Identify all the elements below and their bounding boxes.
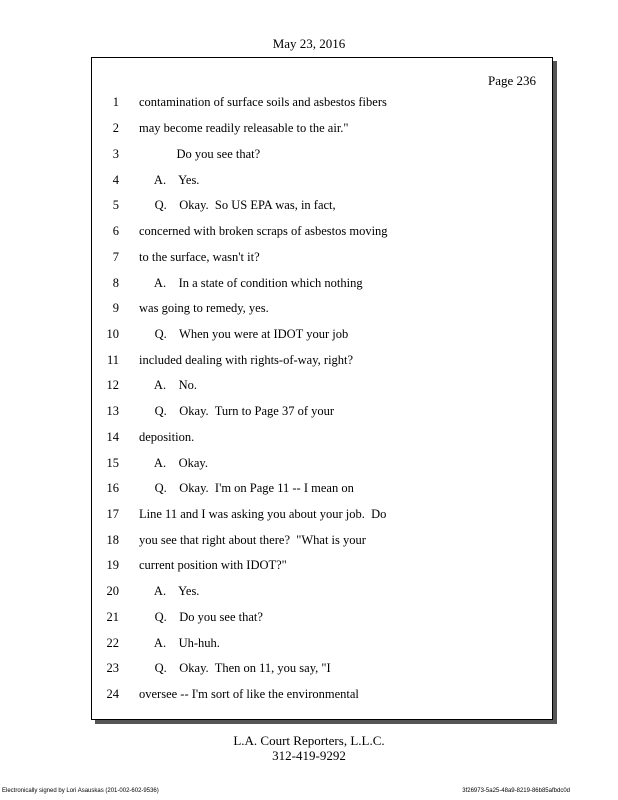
line-text: concerned with broken scraps of asbestos moving <box>139 224 388 238</box>
line-number: 15 <box>106 456 119 470</box>
line-text: A. No. <box>139 378 197 392</box>
transcript-line <box>92 327 552 343</box>
signature-text: Electronically signed by Lori Asauskas (201-002-602-9536) <box>2 788 159 794</box>
line-number: 12 <box>106 378 119 392</box>
line-text: current position with IDOT?" <box>139 558 287 572</box>
transcript-line <box>92 250 552 266</box>
line-text: Q. Okay. I'm on Page 11 -- I mean on <box>139 481 354 495</box>
line-text: Do you see that? <box>139 147 261 161</box>
transcript-line <box>92 276 552 292</box>
transcript-line <box>92 507 552 523</box>
line-text: A. Uh-huh. <box>139 636 220 650</box>
line-number: 8 <box>112 276 119 290</box>
line-text: A. In a state of condition which nothing <box>139 276 363 290</box>
line-text: may become readily releasable to the air." <box>139 121 349 135</box>
transcript-line <box>92 121 552 137</box>
line-text: Q. Do you see that? <box>139 610 263 624</box>
line-number: 3 <box>112 147 119 161</box>
transcript-line <box>92 147 552 163</box>
line-number: 6 <box>112 224 119 238</box>
transcript-line <box>92 687 552 703</box>
line-number: 5 <box>112 198 119 212</box>
transcript-line <box>92 378 552 394</box>
transcript-line <box>92 301 552 317</box>
line-number: 11 <box>106 353 119 367</box>
line-text: Line 11 and I was asking you about your job. Do <box>139 507 387 521</box>
line-number: 14 <box>106 430 119 444</box>
transcript-line <box>92 558 552 574</box>
transcript-line <box>92 610 552 626</box>
line-number: 13 <box>106 404 119 418</box>
line-number: 9 <box>112 301 119 315</box>
line-number: 22 <box>106 636 119 650</box>
line-text: oversee -- I'm sort of like the environmental <box>139 687 359 701</box>
transcript-line <box>92 353 552 369</box>
line-number: 1 <box>112 95 119 109</box>
transcript-line <box>92 198 552 214</box>
line-number: 23 <box>106 661 119 675</box>
line-text: was going to remedy, yes. <box>139 301 269 315</box>
page-number: Page 236 <box>487 73 536 88</box>
transcript-line <box>92 533 552 549</box>
line-text: A. Okay. <box>139 456 208 470</box>
line-number: 4 <box>112 173 119 187</box>
reporter-company: L.A. Court Reporters, L.L.C. <box>233 733 385 748</box>
line-text: Q. Okay. Then on 11, you say, "I <box>139 661 331 675</box>
line-text: Q. When you were at IDOT your job <box>139 327 349 341</box>
line-text: deposition. <box>139 430 195 444</box>
line-number: 10 <box>106 327 119 341</box>
line-text: you see that right about there? "What is your <box>139 533 366 547</box>
line-text: to the surface, wasn't it? <box>139 250 260 264</box>
transcript-date: May 23, 2016 <box>272 36 346 51</box>
transcript-line <box>92 481 552 497</box>
line-text: included dealing with rights-of-way, right? <box>139 353 354 367</box>
line-text: contamination of surface soils and asbestos fibers <box>139 95 387 109</box>
document-id: 3f26973-5a25-48a9-8219-86b85afbdc0d <box>462 788 570 794</box>
transcript-line <box>92 224 552 240</box>
transcript-line <box>92 173 552 189</box>
transcript-line <box>92 636 552 652</box>
line-number: 7 <box>112 250 119 264</box>
line-number: 21 <box>106 610 119 624</box>
line-number: 18 <box>106 533 119 547</box>
line-number: 2 <box>112 121 119 135</box>
line-text: Q. Okay. So US EPA was, in fact, <box>139 198 336 212</box>
reporter-phone: 312-419-9292 <box>272 748 346 763</box>
line-number: 19 <box>106 558 119 572</box>
transcript-line <box>92 661 552 677</box>
line-number: 17 <box>106 507 119 521</box>
line-number: 20 <box>106 584 119 598</box>
line-text: Q. Okay. Turn to Page 37 of your <box>139 404 335 418</box>
line-number: 24 <box>106 687 119 701</box>
line-text: A. Yes. <box>139 584 200 598</box>
line-number: 16 <box>106 481 119 495</box>
transcript-line <box>92 95 552 111</box>
line-text: A. Yes. <box>139 173 200 187</box>
transcript-line <box>92 584 552 600</box>
transcript-line <box>92 404 552 420</box>
transcript-line <box>92 430 552 446</box>
transcript-page <box>91 57 553 720</box>
transcript-line <box>92 456 552 472</box>
